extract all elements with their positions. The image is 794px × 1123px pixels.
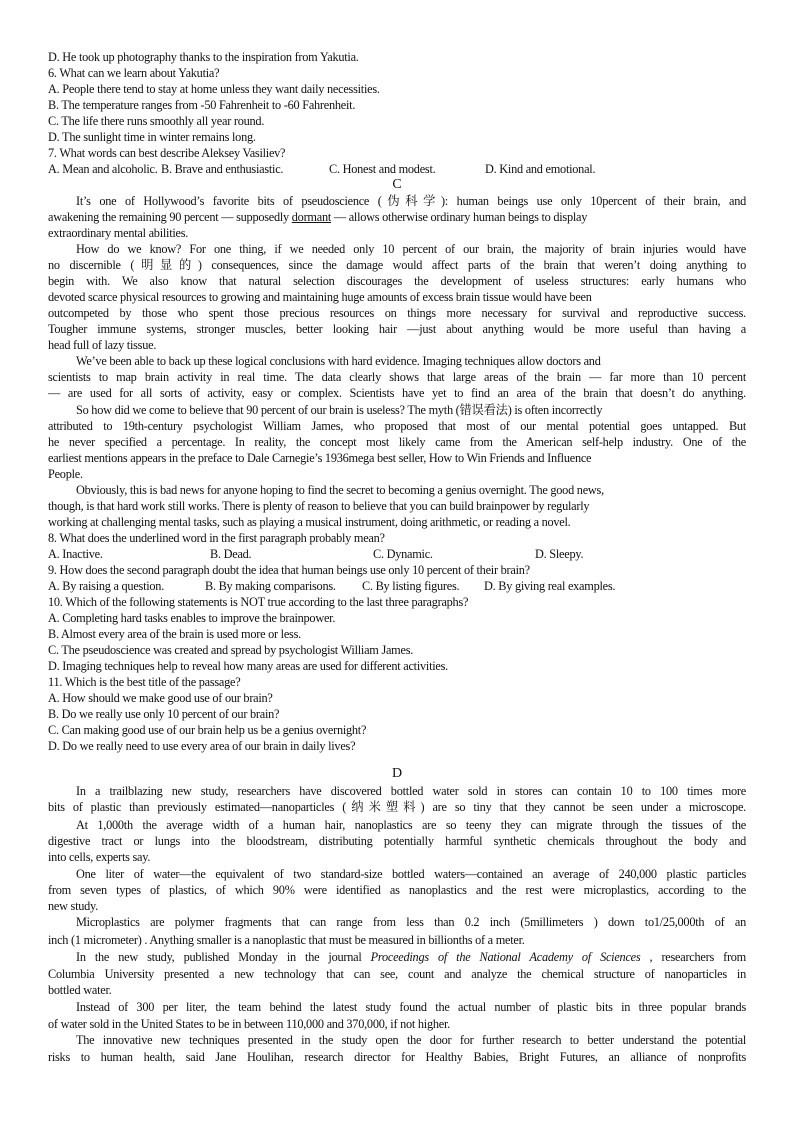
text-run: In the new study, published Monday in the journal: [76, 950, 371, 964]
q7-option-c: C. Honest and modest.: [329, 162, 436, 176]
q10-option-b: B. Almost every area of the brain is used more or less.: [48, 627, 301, 641]
passage-c-p1-line2: [48, 209, 746, 225]
passage-c-p2-line4: devoted scarce physical resources to growing and maintaining huge amounts of excess brain tissue would have been: [48, 290, 592, 304]
underlined-word-dormant: dormant: [291, 210, 332, 224]
q8-option-a: A. Inactive.: [48, 547, 103, 561]
passage-c-p5-line1: Obviously, this is bad news for anyone hoping to find the secret to becoming a genius overnight. The good news,: [76, 483, 604, 497]
passage-d-p6-line1: Instead of 300 per liter, the team behind the latest study found the actual number of plastic bits in three popular brands: [76, 1000, 746, 1014]
q9-stem: 9. How does the second paragraph doubt the idea that human beings use only 10 percent of their brain?: [48, 563, 530, 577]
passage-d-p1-line2: bits of plastic than previously estimated—nanoparticles (纳米塑料) are so tiny that they cannot be seen under a microscope.: [48, 800, 746, 814]
passage-d-p3-line3: new study.: [48, 899, 98, 913]
passage-d-p4-line2: inch (1 micrometer) . Anything smaller is a nanoplastic that must be measured in billionths of a meter.: [48, 933, 525, 947]
passage-c-p4-line3: he never specified a percentage. In reality, the concept most likely came from the American self-help industry. One of the: [48, 435, 746, 449]
section-heading-c: C: [392, 177, 402, 192]
q10-option-d: D. Imaging techniques help to reveal how many areas are used for different activities.: [48, 659, 448, 673]
passage-d-p3-line2: from seven types of plastics, of which 90% were identified as nanoplastics and the rest were microplastics, according to the: [48, 883, 746, 897]
q9-option-d: D. By giving real examples.: [484, 579, 616, 593]
q11-option-c: C. Can making good use of our brain help us be a genius overnight?: [48, 723, 367, 737]
q8-option-c: C. Dynamic.: [373, 547, 433, 561]
q11-option-d: D. Do we really need to use every area of our brain in daily lives?: [48, 739, 356, 753]
journal-title: Proceedings of the National Academy of Sciences: [370, 950, 641, 964]
passage-c-p2-line1: How do we know? For one thing, if we needed only 10 percent of our brain, the majority of brain injuries would have: [76, 242, 746, 256]
passage-d-p6-line2: of water sold in the United States to be in between 110,000 and 370,000, if not higher.: [48, 1017, 450, 1031]
q8-option-b: B. Dead.: [210, 547, 252, 561]
passage-d-p2-line1: At 1,000th the average width of a human hair, nanoplastics are so teeny they can migrate through the tissues of the: [76, 818, 746, 832]
text-run: — allows otherwise ordinary human beings to display: [331, 210, 588, 224]
passage-d-p2-line2: digestive tract or lungs into the bloodstream, distributing potentially harmful synthetic chemicals throughout the body and: [48, 834, 746, 848]
passage-c-p5-line2: though, is that hard work still works. There is plenty of reason to believe that you can build brainpower by regularly: [48, 499, 590, 513]
q9-option-a: A. By raising a question.: [48, 579, 165, 593]
passage-c-p1-line3: extraordinary mental abilities.: [48, 226, 189, 240]
passage-d-p3-line1: One liter of water—the equivalent of two standard-size bottled waters—contained an average of 240,000 plastic particles: [76, 867, 746, 881]
q6-option-c: C. The life there runs smoothly all year round.: [48, 114, 265, 128]
passage-c-p2-line2: no discernible (明显的) consequences, since the damage would affect parts of the brain that weren’t doing anything to: [48, 258, 746, 272]
q8-option-d: D. Sleepy.: [535, 547, 584, 561]
passage-c-p3-line1: We’ve been able to back up these logical conclusions with hard evidence. Imaging techniques allow doctors and: [76, 354, 601, 368]
passage-c-p5-line3: working at challenging mental tasks, such as playing a musical instrument, doing arithmetic, or reading a novel.: [48, 515, 571, 529]
text-run: awakening the remaining 90 percent — supposedly: [48, 210, 292, 224]
passage-d-p5-line1: [76, 949, 746, 965]
q9-option-c: C. By listing figures.: [362, 579, 460, 593]
q10-option-a: A. Completing hard tasks enables to improve the brainpower.: [48, 611, 336, 625]
q6-stem: 6. What can we learn about Yakutia?: [48, 66, 220, 80]
passage-d-p7-line2: risks to human health, said Jane Houlihan, research director for Healthy Babies, Bright Futures, an alliance of nonprofits: [48, 1050, 746, 1064]
q11-option-b: B. Do we really use only 10 percent of our brain?: [48, 707, 280, 721]
passage-c-p4-line2: attributed to 19th-century psychologist William James, who proposed that most of our mental potential goes untapped. But: [48, 419, 746, 433]
q11-stem: 11. Which is the best title of the passage?: [48, 675, 241, 689]
q10-stem: 10. Which of the following statements is NOT true according to the last three paragraphs?: [48, 595, 469, 609]
q10-option-c: C. The pseudoscience was created and spread by psychologist William James.: [48, 643, 414, 657]
passage-c-p4-line4: earliest mentions appears in the preface to Dale Carnegie’s 1936mega best seller, How to Win Friends and Influence: [48, 451, 592, 465]
q7-option-b: B. Brave and enthusiastic.: [161, 162, 284, 176]
q8-stem: 8. What does the underlined word in the first paragraph probably mean?: [48, 531, 385, 545]
q7-stem: 7. What words can best describe Aleksey Vasiliev?: [48, 146, 286, 160]
section-heading-d: D: [391, 766, 403, 781]
passage-c-p4-line1: So how did we come to believe that 90 percent of our brain is useless? The myth (错误看法) is often incorrectly: [76, 403, 603, 417]
q7-option-a: A. Mean and alcoholic.: [48, 162, 158, 176]
q9-option-b: B. By making comparisons.: [205, 579, 336, 593]
passage-c-p2-line3: begin with. We also know that natural selection discourages the development of useless structures: early humans who: [48, 274, 746, 288]
passage-c-p4-line5: People.: [48, 467, 83, 481]
q6-option-d: D. The sunlight time in winter remains long.: [48, 130, 256, 144]
passage-c-p1-line1: It’s one of Hollywood’s favorite bits of pseudoscience (伪科学): human beings use only 10percent of their brain, and: [76, 194, 746, 208]
passage-d-p5-line2: Columbia University presented a new technology that can see, count and analyze the chemical structure of nanoparticles in: [48, 967, 746, 981]
q5-option-d: D. He took up photography thanks to the inspiration from Yakutia.: [48, 50, 359, 64]
q7-option-d: D. Kind and emotional.: [485, 162, 596, 176]
passage-c-p2-line7: head full of lazy tissue.: [48, 338, 157, 352]
passage-d-p7-line1: The innovative new techniques presented in the study open the door for further research to better understand the potential: [76, 1033, 746, 1047]
passage-c-p3-line3: — are used for all sorts of activity, easy or complex. Scientists have yet to find an area of the brain that doesn’t do anything.: [48, 386, 746, 400]
passage-c-p3-line2: scientists to map brain activity in real time. The data clearly shows that large areas of the brain — far more than 10 percent: [48, 370, 746, 384]
passage-d-p2-line3: into cells, experts say.: [48, 850, 151, 864]
q6-option-a: A. People there tend to stay at home unless they want daily necessities.: [48, 82, 380, 96]
passage-c-p2-line5: outcompeted by those who spent those precious resources on things more necessary for survival and reproductive success.: [48, 306, 746, 320]
passage-d-p5-line3: bottled water.: [48, 983, 112, 997]
passage-c-p2-line6: Tougher immune systems, stronger muscles, better looking hair —just about anything would be more useful than having a: [48, 322, 746, 336]
text-run: , researchers from: [640, 950, 746, 964]
passage-d-p4-line1: Microplastics are polymer fragments that can range from less than 0.2 inch (5millimeters ) down to1/25,000th of an: [76, 915, 746, 929]
q11-option-a: A. How should we make good use of our brain?: [48, 691, 273, 705]
q6-option-b: B. The temperature ranges from -50 Fahrenheit to -60 Fahrenheit.: [48, 98, 356, 112]
passage-d-p1-line1: In a trailblazing new study, researchers have discovered bottled water sold in stores can contain 10 to 100 times more: [76, 784, 746, 798]
